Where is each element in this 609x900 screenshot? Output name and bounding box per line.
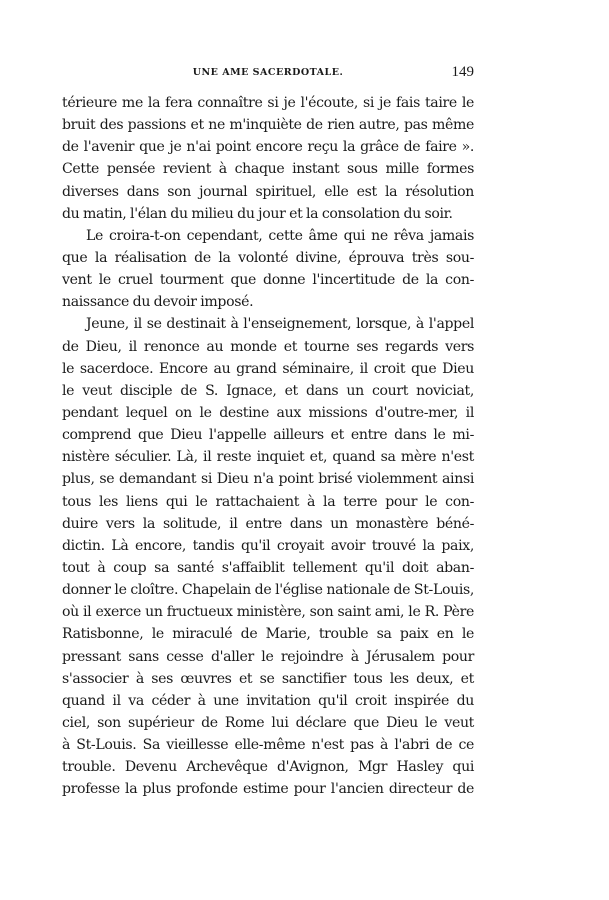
text-line: térieure me la fera connaître si je l'écoute, si je fais taire le — [62, 95, 474, 111]
text-line: donner le cloître. Chapelain de l'église nationale de St-Louis, — [62, 582, 474, 599]
text-line: tous les liens qui le rattachaient à la terre pour le con- — [62, 493, 474, 510]
text-line: vent le cruel tourment que donne l'incertitude de la con- — [62, 272, 474, 289]
text-line: tout à coup sa santé s'affaiblit tellement qu'il doit aban- — [62, 559, 474, 576]
text-line: Jeune, il se destinait à l'enseignement, lorsque, à l'appel — [86, 316, 474, 333]
text-line: trouble. Devenu Archevêque d'Avignon, Mgr Hasley qui — [62, 759, 474, 776]
text-line: nistère séculier. Là, il reste inquiet et, quand sa mère n'est — [62, 449, 474, 466]
text-line: le veut disciple de S. Ignace, et dans un court noviciat, — [62, 382, 474, 399]
text-line: Le croira-t-on cependant, cette âme qui ne rêva jamais — [86, 227, 474, 244]
body-text — [62, 92, 474, 801]
text-line: à St-Louis. Sa vieillesse elle-même n'est pas à l'abri de ce — [62, 737, 474, 754]
text-line: de Dieu, il renonce au monde et tourne ses regards vers — [62, 338, 474, 355]
running-title: UNE AME SACERDOTALE. — [192, 67, 344, 78]
text-line: où il exerce un fructueux ministère, son saint ami, le R. Père — [62, 604, 474, 621]
text-line: pressant sans cesse d'aller le rejoindre à Jérusalem pour — [62, 648, 474, 665]
text-line: plus, se demandant si Dieu n'a point brisé violemment ainsi — [62, 471, 474, 488]
text-line: pendant lequel on le destine aux missions d'outre-mer, il — [62, 404, 474, 421]
text-line: Ratisbonne, le miraculé de Marie, trouble sa paix en le — [62, 626, 474, 643]
text-line: que la réalisation de la volonté divine, éprouva très sou- — [62, 249, 474, 266]
text-line: du matin, l'élan du milieu du jour et la consolation du soir. — [62, 205, 453, 222]
text-line: le sacerdoce. Encore au grand séminaire, il croit que Dieu — [62, 360, 474, 377]
text-line: Cette pensée revient à chaque instant sous mille formes — [62, 161, 474, 178]
text-line: naissance du devoir imposé. — [62, 294, 254, 311]
text-line: professe la plus profonde estime pour l'ancien directeur de — [62, 781, 474, 798]
text-line: duire vers la solitude, il entre dans un monastère béné- — [62, 515, 474, 532]
text-line: comprend que Dieu l'appelle ailleurs et entre dans le mi- — [62, 427, 474, 444]
text-line: diverses dans son journal spirituel, elle est la résolution — [62, 183, 474, 200]
text-line: de l'avenir que je n'ai point encore reçu la grâce de faire ». — [62, 139, 474, 156]
page-number: 149 — [451, 64, 474, 80]
text-line: quand il va céder à une invitation qu'il croit inspirée du — [62, 692, 474, 709]
text-line: ciel, son supérieur de Rome lui déclare que Dieu le veut — [62, 714, 474, 731]
running-head — [62, 64, 474, 84]
text-line: dictin. Là encore, tandis qu'il croyait avoir trouvé la paix, — [62, 537, 474, 554]
text-line: s'associer à ses œuvres et se sanctifier tous les deux, et — [62, 670, 474, 687]
text-line: bruit des passions et ne m'inquiète de rien autre, pas même — [62, 117, 474, 134]
